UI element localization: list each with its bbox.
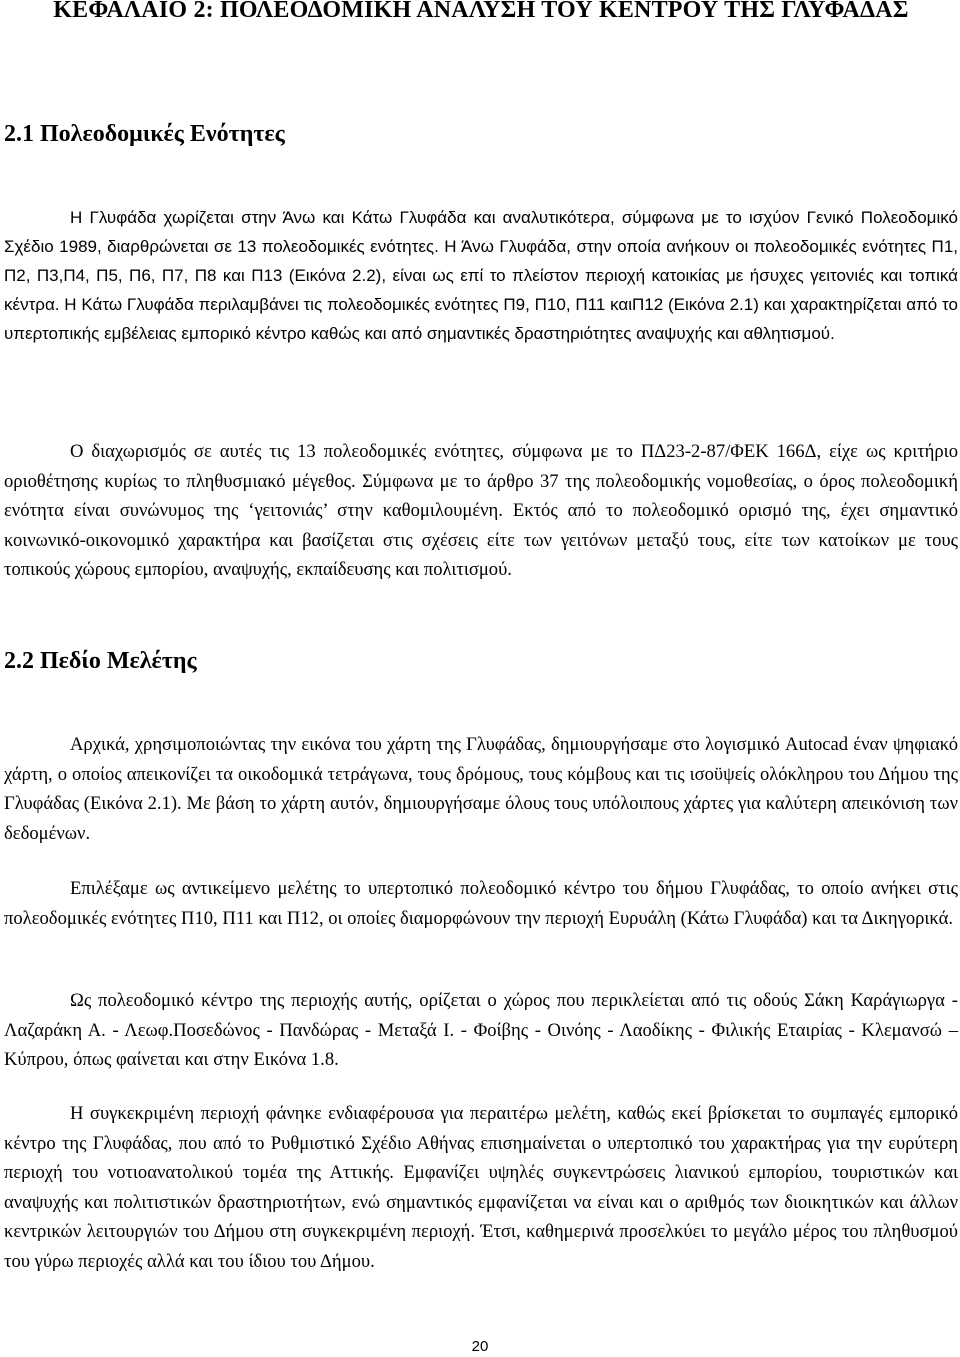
- section-2-1-paragraph-1: Η Γλυφάδα χωρίζεται στην Άνω και Κάτω Γλυφάδα και αναλυτικότερα, σύμφωνα με το ισχύον Γενικό Πολεοδομικό Σχέδιο 1989, διαρθρώνεται σε 13 πολεοδομικές ενότητες. Η Άνω Γλυφάδα, στην οποία ανήκουν οι πολεοδομικές ενότητες Π1, Π2, Π3,Π4, Π5, Π6, Π7, Π8 και Π13 (Εικόνα 2.2), είναι ως επί το πλείστον περιοχή κατοικίας με ήσυχες γειτονιές και τοπικά κέντρα. Η Κάτω Γλυφάδα περιλαμβάνει τις πολεοδομικές ενότητες Π9, Π10, Π11 καιΠ12 (Εικόνα 2.1) και χαρακτηρίζεται από το υπερτοπικής εμβέλειας εμπορικό κέντρο καθώς και από σημαντικές δραστηριότητες αναψυχής και αθλητισμού.: [4, 208, 958, 343]
- section-title-2-2: 2.2 Πεδίο Μελέτης: [4, 648, 197, 674]
- section-2-2-paragraph-4: Η συγκεκριμένη περιοχή φάνηκε ενδιαφέρουσα για περαιτέρω μελέτη, καθώς εκεί βρίσκεται το συμπαγές εμπορικό κέντρο της Γλυφάδας, που από το Ρυθμιστικό Σχέδιο Αθήνας επισημαίνεται ο υπερτοπικό του χαρακτήρας για την ευρύτερη περιοχή του νοτιοανατολικού τομέα της Αττικής. Εμφανίζει υψηλές συγκεντρώσεις λιανικού εμπορίου, τουριστικών και αναψυχής και πολιτιστικών δραστηριοτήτων, ενώ σημαντικός εμφανίζεται να είναι και ο αριθμός των διοικητικών και άλλων κεντρικών λειτουργιών του Δήμου στη συγκεκριμένη περιοχή. Έτσι, καθημερινά προσελκύει το μεγάλο μέρος του πληθυσμού του γύρω περιοχές αλλά και του ίδιου του Δήμου.: [4, 1103, 958, 1272]
- section-2-2-paragraph-2: Επιλέξαμε ως αντικείμενο μελέτης το υπερτοπικό πολεοδομικό κέντρο του δήμου Γλυφάδας, το οποίο ανήκει στις πολεοδομικές ενότητες Π10, Π11 και Π12, οι οποίες διαμορφώνουν την περιοχή Ευρυάλη (Κάτω Γλυφάδα) και τα Δικηγορικά.: [4, 878, 958, 929]
- chapter-title: ΚΕΦΑΛΑΙΟ 2: ΠΟΛΕΟΔΟΜΙΚΗ ΑΝΑΛΥΣΗ ΤΟΥ ΚΕΝΤΡΟΥ ΤΗΣ ΓΛΥΦΑΔΑΣ: [53, 0, 909, 23]
- section-2-1-paragraph-2: Ο διαχωρισμός σε αυτές τις 13 πολεοδομικές ενότητες, σύμφωνα με το ΠΔ23-2-87/ΦΕΚ 166Δ, είχε ως κριτήριο οριοθέτησης κυρίως το πληθυσμιακό μέγεθος. Σύμφωνα με το άρθρο 37 της πολεοδομικής νομοθεσίας, ο όρος πολεοδομική ενότητα είναι συνώνυμος της ‘γειτονιάς’ στην καθομιλουμένη. Εκτός από το πολεοδομικό ορισμό της, έχει σημαντικό κοινωνικό-οικονομικό χαρακτήρα και βασίζεται στις σχέσεις είτε των γειτόνων μεταξύ τους, είτε των κατοίκων με τους τοπικούς χώρους εμπορίου, αναψυχής, εκπαίδευσης και πολιτισμού.: [4, 441, 958, 580]
- section-2-2-paragraph-3: Ως πολεοδομικό κέντρο της περιοχής αυτής, ορίζεται ο χώρος που περικλείεται από τις οδούς Σάκη Καράγιωργα - Λαζαράκη Α. - Λεωφ.Ποσεδώνος - Πανδώρας - Μεταξά Ι. - Φοίβης - Οινόης - Λαοδίκης - Φιλικής Εταιρίας - Κλεμανσώ – Κύπρου, όπως φαίνεται και στην Εικόνα 1.8.: [4, 990, 958, 1070]
- section-title-2-1: 2.1 Πολεοδομικές Ενότητες: [4, 121, 285, 147]
- section-2-2-paragraph-1: Αρχικά, χρησιμοποιώντας την εικόνα του χάρτη της Γλυφάδας, δημιουργήσαμε στο λογισμικό Autocad έναν ψηφιακό χάρτη, ο οποίος απεικονίζει τα οικοδομικά τετράγωνα, τους δρόμους, τους κόμβους και τις ισοϋψείς ολόκληρου του Δήμου της Γλυφάδας (Εικόνα 2.1). Με βάση το χάρτη αυτόν, δημιουργήσαμε όλους τους υπόλοιπους χάρτες για καλύτερη απεικόνιση των δεδομένων.: [4, 734, 958, 844]
- page-number: 20: [471, 1338, 489, 1355]
